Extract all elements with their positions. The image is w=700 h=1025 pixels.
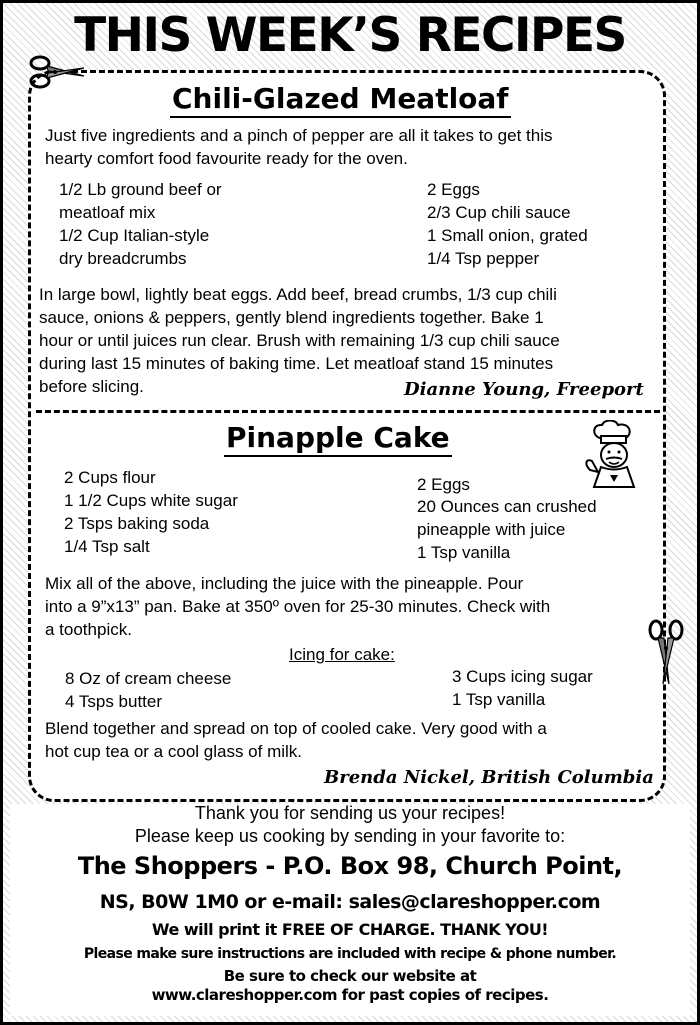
icing-ingredient: 4 Tsps butter xyxy=(65,692,163,711)
directions-line: sauce, onions & peppers, gently blend ingredients together. Bake 1 xyxy=(39,308,544,327)
footer-website-note: Be sure to check our website at xyxy=(223,967,477,985)
footer-instructions: Please make sure instructions are included with recipe & phone number. xyxy=(83,946,617,962)
recipe-author: Brenda Nickel, British Columbia xyxy=(324,767,654,788)
icing-heading: Icing for cake: xyxy=(289,645,395,664)
ingredient-item: 1/2 Lb ground beef or xyxy=(59,180,222,199)
directions-line: hour or until juices run clear. Brush with remaining 1/3 cup chili sauce xyxy=(39,331,560,350)
recipe-intro-line: hearty comfort food favourite ready for the oven. xyxy=(45,149,408,168)
recipe-title: Chili-Glazed Meatloaf xyxy=(170,82,511,118)
directions-line: into a 9”x13” pan. Bake at 350º oven for 25-30 minutes. Check with xyxy=(45,597,551,616)
icing-directions-line: hot cup tea or a cool glass of milk. xyxy=(45,742,303,761)
ingredient-item: 2 Eggs xyxy=(427,180,480,199)
footer-contact: NS, B0W 1M0 or e-mail: sales@clareshopper.com xyxy=(99,891,601,913)
footer-invite: Please keep us cooking by sending in your favorite to: xyxy=(134,826,566,846)
directions-line: during last 15 minutes of baking time. Let meatloaf stand 15 minutes xyxy=(39,354,554,373)
ingredient-item: meatloaf mix xyxy=(59,203,156,222)
footer-thanks: Thank you for sending us your recipes! xyxy=(194,803,506,823)
icing-ingredient: 1 Tsp vanilla xyxy=(452,690,546,709)
recipe-divider xyxy=(36,410,660,413)
ingredient-item: 2 Tsps baking soda xyxy=(64,514,210,533)
ingredient-item: 2/3 Cup chili sauce xyxy=(427,203,571,222)
footer-address: The Shoppers - P.O. Box 98, Church Point, xyxy=(77,852,623,880)
footer-website: www.clareshopper.com for past copies of recipes. xyxy=(151,986,549,1004)
scissors-icon xyxy=(644,618,688,686)
ingredient-item: 2 Eggs xyxy=(417,475,470,494)
directions-line: before slicing. xyxy=(39,377,144,396)
recipe-author: Dianne Young, Freeport xyxy=(404,379,644,400)
chef-illustration xyxy=(582,420,648,490)
ingredient-item: 20 Ounces can crushed xyxy=(417,497,597,516)
ingredient-item: dry breadcrumbs xyxy=(59,249,187,268)
recipe-intro-line: Just five ingredients and a pinch of pepper are all it takes to get this xyxy=(45,126,553,145)
ingredient-item: 1 Small onion, grated xyxy=(427,226,588,245)
ingredient-item: pineapple with juice xyxy=(417,520,566,539)
page-title: THIS WEEK’S RECIPES xyxy=(74,8,626,63)
ingredient-item: 2 Cups flour xyxy=(64,468,156,487)
directions-line: Mix all of the above, including the juice with the pineapple. Pour xyxy=(45,574,524,593)
ingredient-item: 1/2 Cup Italian-style xyxy=(59,226,210,245)
recipe-title: Pinapple Cake xyxy=(224,421,452,457)
icing-ingredient: 3 Cups icing sugar xyxy=(452,667,593,686)
ingredient-item: 1/4 Tsp salt xyxy=(64,537,150,556)
directions-line: a toothpick. xyxy=(45,620,132,639)
ingredient-item: 1 1/2 Cups white sugar xyxy=(64,491,238,510)
icing-directions-line: Blend together and spread on top of cooled cake. Very good with a xyxy=(45,719,547,738)
icing-ingredient: 8 Oz of cream cheese xyxy=(65,669,232,688)
directions-line: In large bowl, lightly beat eggs. Add beef, bread crumbs, 1/3 cup chili xyxy=(39,285,557,304)
ingredient-item: 1 Tsp vanilla xyxy=(417,543,511,562)
scissors-icon xyxy=(28,52,86,92)
ingredient-item: 1/4 Tsp pepper xyxy=(427,249,540,268)
footer-free-charge: We will print it FREE OF CHARGE. THANK YOU! xyxy=(151,920,549,939)
